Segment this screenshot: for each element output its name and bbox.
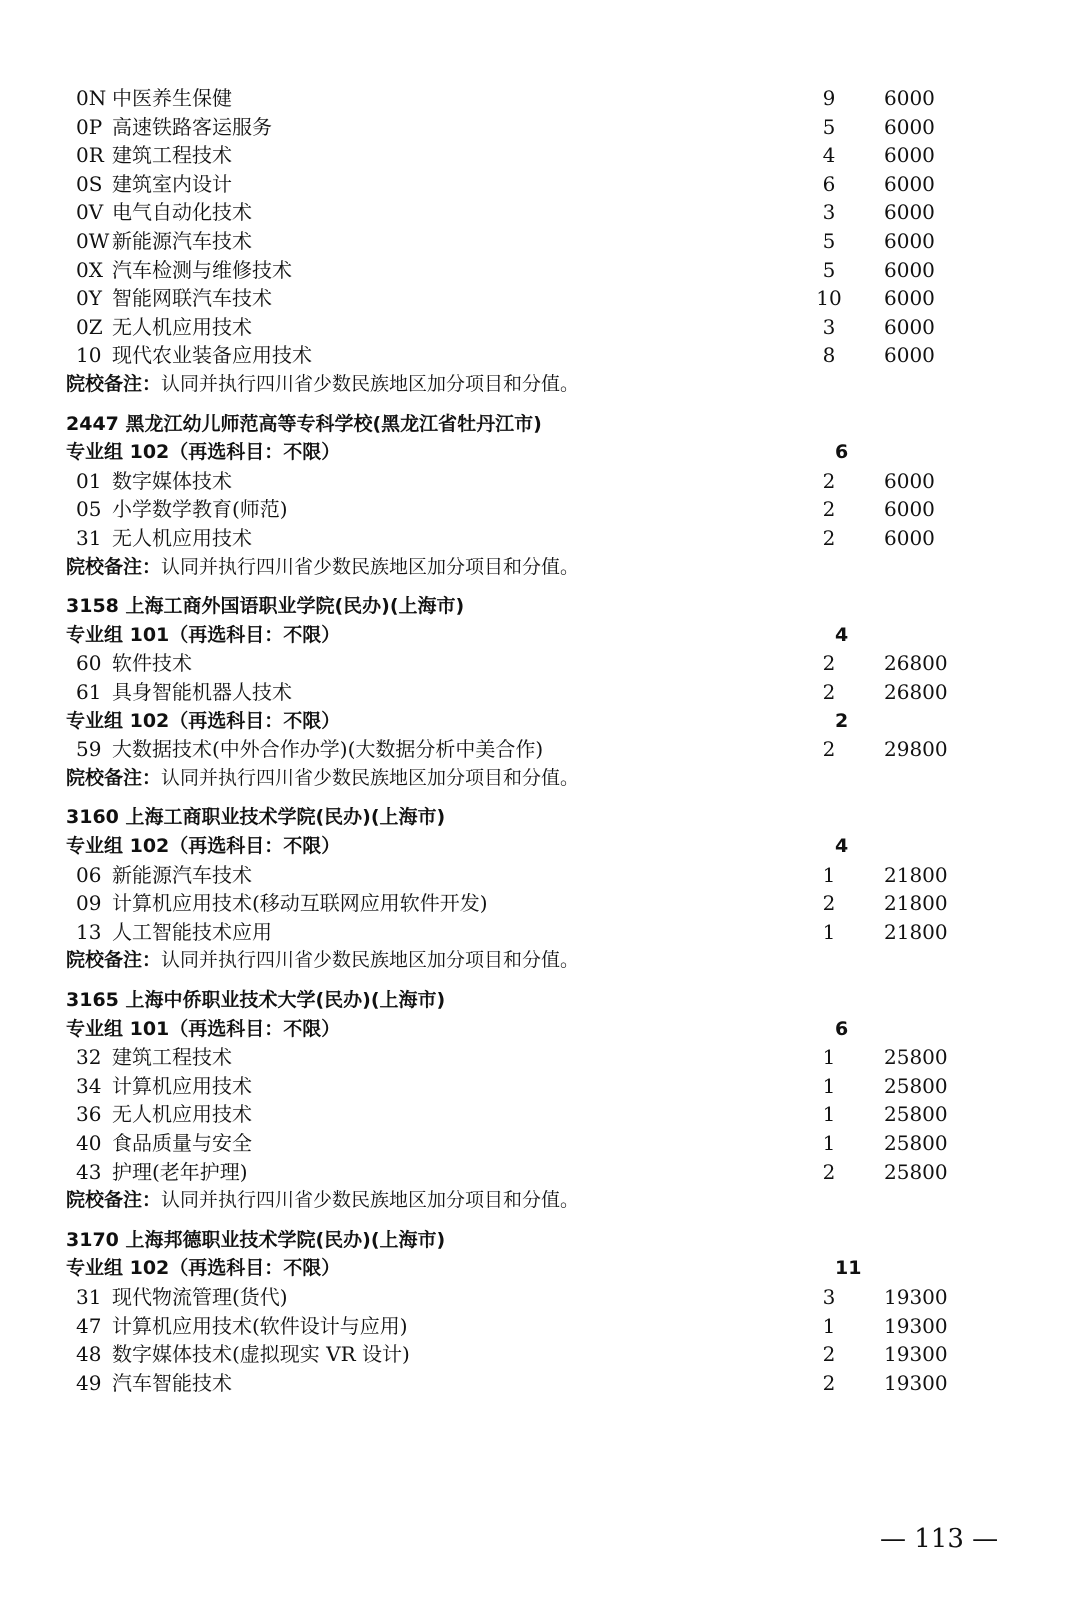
major-code: 31: [76, 526, 102, 550]
major-name: 高速铁路客运服务: [112, 114, 272, 139]
major-code: 0N: [76, 86, 107, 110]
major-code: 31: [76, 1285, 102, 1309]
major-count: 9: [822, 86, 836, 110]
group-count: 6: [835, 1017, 849, 1040]
major-row: [0, 141, 1080, 170]
major-fee: 25800: [884, 1045, 948, 1070]
note-label: 院校备注：: [66, 1189, 162, 1212]
major-count: 3: [822, 200, 836, 225]
major-count: 2: [822, 651, 836, 676]
major-fee: 6000: [884, 468, 935, 493]
major-count: 2: [822, 1370, 836, 1395]
school-name: 2447 黑龙江幼儿师范高等专科学校(黑龙江省牡丹江市): [66, 412, 542, 435]
major-fee: 6000: [884, 286, 935, 311]
major-name: 中医养生保健: [112, 86, 232, 110]
major-name: 智能网联汽车技术: [112, 286, 272, 311]
note-text: 认同并执行四川省少数民族地区加分项目和分值。: [161, 766, 580, 789]
note-text: 认同并执行四川省少数民族地区加分项目和分值。: [161, 555, 580, 578]
note-text: 认同并执行四川省少数民族地区加分项目和分值。: [161, 949, 580, 972]
school-title: [0, 592, 1080, 621]
major-name: 护理(老年护理): [112, 1159, 248, 1184]
major-code: 0S: [76, 171, 103, 196]
major-row: [0, 198, 1080, 227]
major-count: 2: [822, 497, 836, 522]
school-title: [0, 986, 1080, 1015]
school-title: [0, 410, 1080, 439]
major-row: [0, 113, 1080, 142]
major-row: [0, 1129, 1080, 1158]
major-row: [0, 467, 1080, 496]
major-code: 48: [76, 1342, 102, 1367]
note-label: 院校备注：: [66, 949, 162, 972]
group-label: 专业组 101（再选科目：不限）: [66, 623, 341, 646]
page-number: — 113 —: [880, 1524, 999, 1554]
major-count: 4: [822, 143, 836, 168]
major-fee: 25800: [884, 1073, 948, 1098]
major-row: [0, 313, 1080, 342]
group-header: [0, 438, 1080, 467]
major-row: [0, 1340, 1080, 1369]
major-name: 人工智能技术应用: [112, 919, 272, 944]
major-code: 40: [76, 1131, 102, 1155]
group-header: [0, 1015, 1080, 1044]
major-count: 2: [822, 737, 836, 762]
group-count: 2: [835, 709, 849, 732]
major-row: [0, 678, 1080, 707]
major-name: 汽车检测与维修技术: [112, 257, 292, 282]
major-code: 61: [76, 680, 102, 704]
note-wrap: [66, 370, 579, 400]
major-name: 建筑室内设计: [112, 171, 232, 196]
major-name: 数字媒体技术(虚拟现实 VR 设计): [112, 1342, 410, 1367]
major-code: 32: [76, 1045, 102, 1070]
major-count: 10: [816, 286, 842, 311]
major-row: [0, 170, 1080, 199]
note-wrap: [66, 764, 579, 794]
major-fee: 21800: [884, 891, 948, 916]
major-code: 59: [76, 737, 102, 762]
major-count: 2: [822, 891, 836, 916]
major-name: 食品质量与安全: [112, 1131, 252, 1155]
major-count: 2: [822, 1159, 836, 1184]
group-label: 专业组 102（再选科目：不限）: [66, 1257, 341, 1280]
major-name: 建筑工程技术: [112, 143, 232, 168]
major-fee: 6000: [884, 143, 935, 168]
major-name: 新能源汽车技术: [112, 862, 252, 887]
school-name: 3158 上海工商外国语职业学院(民办)(上海市): [66, 595, 465, 618]
major-fee: 19300: [884, 1370, 948, 1395]
major-name: 新能源汽车技术: [112, 229, 252, 253]
major-name: 现代农业装备应用技术: [112, 343, 312, 368]
major-name: 大数据技术(中外合作办学)(大数据分析中美合作): [112, 737, 544, 762]
group-count: 11: [835, 1257, 862, 1280]
major-code: 01: [76, 468, 102, 493]
major-row: [0, 1283, 1080, 1312]
group-label: 专业组 102（再选科目：不限）: [66, 709, 341, 732]
major-fee: 6000: [884, 497, 935, 522]
major-name: 计算机应用技术(软件设计与应用): [112, 1313, 408, 1338]
major-code: 49: [76, 1370, 102, 1395]
note-text: 认同并执行四川省少数民族地区加分项目和分值。: [161, 1189, 580, 1212]
school-note: [0, 553, 1080, 582]
major-name: 软件技术: [112, 651, 192, 676]
major-code: 60: [76, 651, 102, 676]
major-row: [0, 918, 1080, 947]
group-label: 专业组 102（再选科目：不限）: [66, 441, 341, 464]
major-fee: 19300: [884, 1342, 948, 1367]
major-fee: 25800: [884, 1131, 948, 1155]
major-count: 2: [822, 680, 836, 704]
major-count: 2: [822, 526, 836, 550]
major-code: 0V: [76, 200, 104, 225]
major-count: 1: [822, 1045, 836, 1070]
major-fee: 21800: [884, 919, 948, 944]
school-note: [0, 1186, 1080, 1215]
major-fee: 6000: [884, 257, 935, 282]
major-name: 无人机应用技术: [112, 314, 252, 339]
group-header: [0, 621, 1080, 650]
major-fee: 6000: [884, 86, 935, 110]
group-label: 专业组 101（再选科目：不限）: [66, 1017, 341, 1040]
major-fee: 6000: [884, 171, 935, 196]
school-note: [0, 764, 1080, 793]
major-name: 现代物流管理(货代): [112, 1285, 288, 1309]
major-row: [0, 341, 1080, 370]
major-code: 43: [76, 1159, 102, 1184]
major-fee: 6000: [884, 314, 935, 339]
major-name: 无人机应用技术: [112, 1102, 252, 1127]
major-count: 1: [822, 1073, 836, 1098]
note-label: 院校备注：: [66, 766, 162, 789]
major-code: 09: [76, 891, 102, 916]
major-row: [0, 861, 1080, 890]
major-code: 0Y: [76, 286, 102, 311]
major-fee: 6000: [884, 343, 935, 368]
major-code: 0R: [76, 143, 104, 168]
major-count: 3: [822, 314, 836, 339]
major-name: 数字媒体技术: [112, 468, 232, 493]
major-count: 5: [822, 114, 836, 139]
group-header: [0, 1254, 1080, 1283]
major-count: 3: [822, 1285, 836, 1309]
school-title: [0, 803, 1080, 832]
major-fee: 6000: [884, 114, 935, 139]
major-row: [0, 1100, 1080, 1129]
note-wrap: [66, 1186, 579, 1216]
group-label: 专业组 102（再选科目：不限）: [66, 835, 341, 857]
major-code: 34: [76, 1073, 102, 1098]
major-row: [0, 1312, 1080, 1341]
major-row: [0, 524, 1080, 553]
major-fee: 29800: [884, 737, 948, 762]
group-header: [0, 707, 1080, 736]
major-name: 电气自动化技术: [112, 200, 252, 225]
major-code: 10: [76, 343, 102, 368]
major-code: 0W: [76, 229, 110, 253]
major-row: [0, 1158, 1080, 1187]
major-count: 1: [822, 1131, 836, 1155]
school-title: [0, 1226, 1080, 1255]
major-fee: 26800: [884, 651, 948, 676]
school-name: 3165 上海中侨职业技术大学(民办)(上海市): [66, 989, 446, 1011]
major-fee: 26800: [884, 680, 948, 704]
major-count: 1: [822, 1313, 836, 1338]
major-code: 0P: [76, 114, 103, 139]
major-name: 具身智能机器人技术: [112, 680, 292, 704]
major-row: [0, 735, 1080, 764]
major-name: 汽车智能技术: [112, 1370, 232, 1395]
major-code: 36: [76, 1102, 102, 1127]
major-fee: 21800: [884, 862, 948, 887]
group-count: 4: [835, 835, 849, 857]
school-name: 3170 上海邦德职业技术学院(民办)(上海市): [66, 1228, 446, 1251]
note-wrap: [66, 553, 579, 583]
school-note: [0, 370, 1080, 399]
major-name: 无人机应用技术: [112, 526, 252, 550]
major-row: [0, 1043, 1080, 1072]
major-fee: 6000: [884, 229, 935, 253]
major-row: [0, 649, 1080, 678]
major-name: 小学数学教育(师范): [112, 497, 288, 522]
group-count: 4: [835, 623, 849, 646]
major-code: 0X: [76, 257, 103, 282]
major-fee: 19300: [884, 1313, 948, 1338]
major-code: 0Z: [76, 314, 103, 339]
school-note: [0, 946, 1080, 975]
major-code: 47: [76, 1313, 102, 1338]
group-header: [0, 832, 1080, 861]
major-fee: 6000: [884, 200, 935, 225]
major-fee: 6000: [884, 526, 935, 550]
major-count: 1: [822, 1102, 836, 1127]
major-count: 5: [822, 229, 836, 253]
major-row: [0, 1072, 1080, 1101]
major-count: 2: [822, 468, 836, 493]
major-row: [0, 1369, 1080, 1398]
major-count: 1: [822, 862, 836, 887]
major-fee: 25800: [884, 1102, 948, 1127]
major-fee: 25800: [884, 1159, 948, 1184]
major-row: [0, 227, 1080, 256]
major-count: 6: [822, 171, 836, 196]
note-text: 认同并执行四川省少数民族地区加分项目和分值。: [161, 373, 580, 395]
major-fee: 19300: [884, 1285, 948, 1309]
major-name: 计算机应用技术: [112, 1073, 252, 1098]
major-row: [0, 495, 1080, 524]
major-code: 13: [76, 919, 102, 944]
major-count: 8: [822, 343, 836, 368]
major-name: 建筑工程技术: [112, 1045, 232, 1070]
note-label: 院校备注：: [66, 373, 162, 395]
major-row: [0, 84, 1080, 113]
major-name: 计算机应用技术(移动互联网应用软件开发): [112, 891, 488, 916]
note-wrap: [66, 946, 579, 976]
major-row: [0, 889, 1080, 918]
major-code: 06: [76, 862, 102, 887]
major-code: 05: [76, 497, 102, 522]
note-label: 院校备注：: [66, 555, 162, 578]
school-name: 3160 上海工商职业技术学院(民办)(上海市): [66, 806, 446, 829]
major-row: [0, 256, 1080, 285]
major-count: 1: [822, 919, 836, 944]
major-count: 5: [822, 257, 836, 282]
major-row: [0, 284, 1080, 313]
group-count: 6: [835, 441, 849, 464]
major-count: 2: [822, 1342, 836, 1367]
